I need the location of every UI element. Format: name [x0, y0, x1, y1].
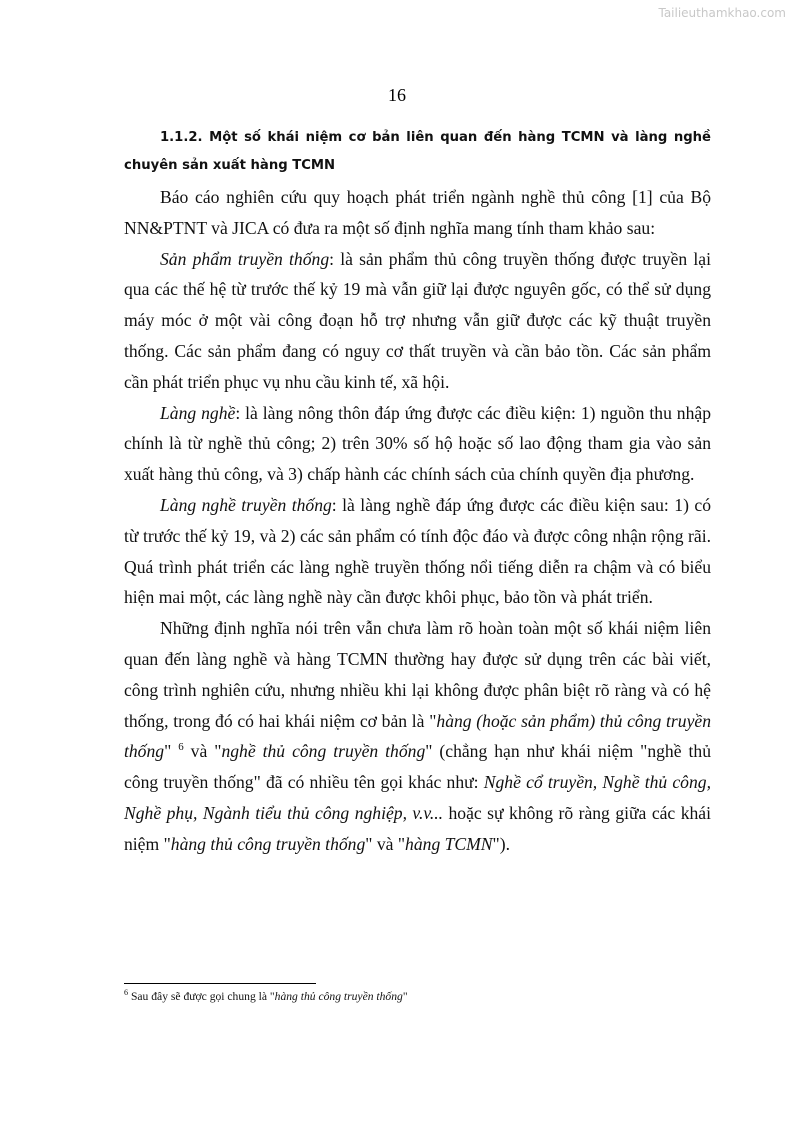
page-number: 16 [388, 85, 406, 105]
concepts-text-6: " và " [365, 833, 406, 854]
concept-traditional-craft: nghề thủ công truyền thống [221, 741, 426, 762]
footnote-text: Sau đây sẽ được gọi chung là " [128, 990, 275, 1003]
footnote-end: " [402, 990, 408, 1003]
paragraph-traditional-product [124, 244, 711, 398]
term-traditional-craft-village: Làng nghề truyền thống [160, 494, 332, 515]
concepts-text-4: " (chẳng hạn như khái niệm "nghề thủ công truyền thống" đã có nhiều tên gọi khác như: [124, 741, 711, 793]
paragraph-intro: Báo cáo nghiên cứu quy hoạch phát triển ngành nghề thủ công [1] của Bộ NN&PTNT và JICA có đưa ra một số định nghĩa mang tính tham khảo sau: [124, 187, 711, 238]
footnote [124, 990, 711, 1003]
definition-traditional-craft-village: : là làng nghề đáp ứng được các điều kiện sau: 1) có từ trước thế kỷ 19, và 2) các sản phẩm có tính độc đáo và được công nhận rộng rãi. Quá trình phát triển các làng nghề truyền thống nổi tiếng diễn ra chậm và có biểu hiện mai một, các làng nghề này cần được khôi phục, bảo tồn và phát triển. [124, 494, 712, 608]
paragraph-concepts [124, 613, 711, 859]
concept-tcmn-goods: hàng TCMN [405, 833, 493, 854]
concept-traditional-handicraft: hàng thủ công truyền thống [170, 833, 366, 854]
paragraph-traditional-craft-village [124, 490, 711, 613]
term-craft-village: Làng nghề [160, 402, 236, 423]
concepts-text-2: " [164, 741, 179, 762]
concept-traditional-goods: hàng (hoặc sản phẩm) thủ công truyền thống [124, 710, 711, 762]
footnote-number: 6 [124, 988, 129, 998]
page-content [124, 124, 711, 860]
footnote-reference: 6 [178, 741, 184, 754]
watermark: Tailieuthamkhao.com [658, 6, 786, 20]
concept-alternative-names: Nghề cổ truyền, Nghề thủ công, Nghề phụ, Ngành tiểu thủ công nghiệp, v.v... [124, 772, 711, 823]
concepts-text-7: "). [492, 833, 510, 854]
definition-traditional-product: : là sản phẩm thủ công truyền thống được truyền lại qua các thế hệ từ trước thế kỷ 19 mà vẫn giữ lại được nguyên gốc, có thể sử dụng máy móc ở một vài công đoạn hỗ trợ nhưng vẫn giữ được các kỹ thuật truyền thống. Các sản phẩm đang có nguy cơ thất truyền và cần bảo tồn. Các sản phẩm cần phát triển phục vụ nhu cầu kinh tế, xã hội. [124, 248, 711, 392]
term-traditional-product: Sản phẩm truyền thống [160, 248, 330, 269]
section-heading: 1.1.2. Một số khái niệm cơ bản liên quan đến hàng TCMN và làng nghề chuyên sản xuất hàng TCMN [124, 130, 711, 173]
concepts-text-1: Những định nghĩa nói trên vẫn chưa làm rõ hoàn toàn một số khái niệm liên quan đến làng nghề và hàng TCMN thường hay được sử dụng trên các bài viết, công trình nghiên cứu, nhưng nhiều khi lại không được phân biệt rõ ràng và có hệ thống, trong đó có hai khái niệm cơ bản là " [124, 618, 711, 731]
footnote-divider [124, 983, 316, 984]
paragraph-craft-village [124, 398, 711, 490]
footnote-term: hàng thủ công truyền thống [274, 990, 403, 1003]
definition-craft-village: : là làng nông thôn đáp ứng được các điều kiện: 1) nguồn thu nhập chính là từ nghề thủ công; 2) trên 30% số hộ hoặc số lao động tham gia vào sản xuất hàng thủ công, và 3) chấp hành các chính sách của chính quyền địa phương. [124, 402, 711, 485]
concepts-text-5: hoặc sự không rõ ràng giữa các khái niệm " [124, 802, 711, 854]
concepts-text-3: và " [183, 741, 222, 762]
